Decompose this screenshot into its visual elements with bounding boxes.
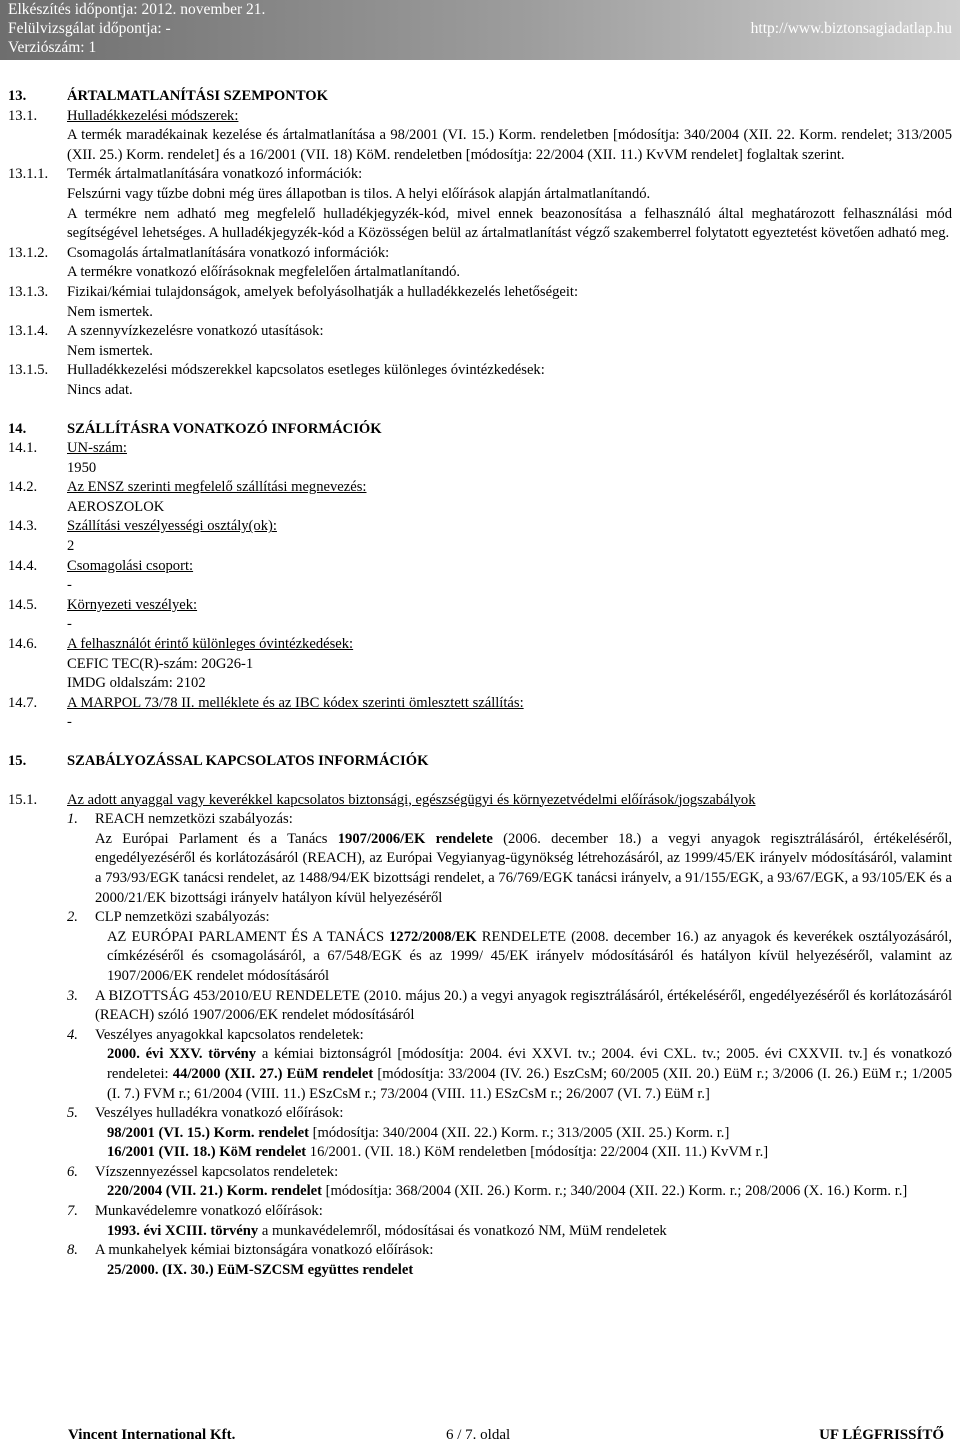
- list-item: 4. Veszélyes anyagokkal kapcsolatos rendeletek:: [67, 1026, 364, 1043]
- list-item: 1. REACH nemzetközi szabályozás:: [67, 811, 293, 828]
- product-name: UF LÉGFRISSÍTŐ: [819, 1427, 944, 1443]
- transport-item-value: 1950: [67, 459, 97, 476]
- paragraph: Az Európai Parlament és a Tanács 1907/2006/EK rendelete (2006. december 18.) a vegyi anyagok regisztrálásáról, értékeléséről, engedélyezéséről és korlátozásáról (REACH), az Európai Vegyianyag-ügynökség létrehozásáról, az 1999/45/EK irányelv módosításáról, valamint a 793/93/EGK tanácsi rendelet, az 1488/94/EK bizottsági rendelet, a 76/769/EGK tanácsi irányelv, a 91/155/EGK, a 93/67/EGK, a 93/105/EK és a 2000/21/EK bizottsági irányelv hatályon kívül helyezéséről: [95, 830, 952, 906]
- subsection-title: Termék ártalmatlanítására vonatkozó információk:: [67, 166, 363, 183]
- transport-item-title: UN-szám:: [67, 440, 127, 457]
- document-body: [8, 87, 952, 1280]
- transport-item-value: IMDG oldalszám: 2102: [67, 675, 206, 692]
- subsection-15-1: 15.1. Az adott anyaggal vagy keverékkel kapcsolatos biztonsági, egészségügyi és környezetvédelmi előírások/jogszabályok 1. REACH nemzetközi szabályozás: Az Európai Parlament és a Tanács 1907/2006/EK rendelete (2006. december 18.) a vegyi anyagok regisztrálásáról, értékeléséről, engedélyezéséről és korlátozásáról (REACH), az Európai Vegyianyag-ügynökség létrehozásáról, az 1999/45/EK irányelv módosításáról, valamint a 793/93/EGK tanácsi rendelet, az 1488/94/EK bizottsági rendelet, a 76/769/EGK tanácsi irányelv, a 91/155/EGK, a 93/67/EGK, a 93/105/EK és a 2000/21/EK bizottsági irányelv hatályon kívül helyezéséről 2. CLP nemzetközi szabályozás: AZ EURÓPAI PARLAMENT ÉS A TANÁCS 1272/2008/EK RENDELETE (2008. december 16.) az anyagok és keverékek osztályozásáról, címkézéséről és csomagolásáról, a 67/548/EGK és az 1999/ 45/EK irányelv módosításáról és hatályon kívül helyezéséről, valamint az 1907/2006/EK rendelet módosításáról 3. A BIZOTTSÁG 453/2010/EU RENDELETE (2010. május 20.) a vegyi anyagok regisztrálásáról, értékeléséről, engedélyezéséről és korlátozásáról (REACH) szóló 1907/2006/EK rendelet módosításáról 4. Veszélyes anyagokkal kapcsolatos rendeletek: 2000. évi XXV. törvény a kémiai biztonságról [módosítja: 2004. évi XXVI. tv.; 2004. évi CXL. tv.; 2005. évi CXXVII. tv.] és vonatkozó rendeletei: 44/2000 (XII. 27.) EüM rendelet [módosítja: 33/2004 (IV. 26.) EszCsM; 60/2005 (XII. 20.) EüM r.; 3/2006 (I. 26.) EüM r.; 1/2005 (I. 7.) FVM r.; 61/2004 (VIII. 11.) ESzCsM r.; 73/2004 (VIII. 11.) ESzCsM r.; 26/2007 (VI. 7.) EüM r.] 5. Veszélyes hulladékra vonatkozó előírások: 98/2001 (VI. 15.) Korm. rendelet [módosítja: 340/2004 (XII. 22.) Korm. r.; 313/2005 (XII. 25.) Korm. r.] 16/2001 (VII. 18.) KöM rendelet 16/2001. (VII. 18.) KöM rendeletben [módosítja: 22/2004 (XII. 11.) KvVM r.] 6. Vízszennyezéssel kapcsolatos rendeletek: 220/2004 (VII. 21.) Korm. rendelet [módosítja: 368/2004 (XII. 26.) Korm. r.; 340/2004 (XII. 22.) Korm. r.; 208/2006 (X. 16.) Korm. r.] 7. Munkavédelemre vonatkozó előírások: 1993. évi XCIII. törvény a munkavédelemről, módosításai és vonatkozó NM, MüM rendeletek 8. A munkahelyek kémiai biztonságára vonatkozó előírások: 25/2000. (IX. 30.) EüM-SZCSM együttes rendelet: [8, 791, 952, 1281]
- transport-item-value: -: [67, 577, 72, 594]
- paragraph: Felszúrni vagy tűzbe dobni még üres állapotban is tilos. A helyi előírások alapján ártalmatlanítandó.: [67, 185, 651, 202]
- transport-item-value: CEFIC TEC(R)-szám: 20G26-1: [67, 655, 254, 672]
- paragraph: A termék maradékainak kezelése és ártalmatlanítása a 98/2001 (VI. 15.) Korm. rendeletben [módosítja: 340/2004 (XII. 22. Korm. rendelet; 313/2005 (XII. 25.) Korm. rendelet] és a 16/2001 (VII. 18) KöM. rendeletben [módosítja: 22/2004 (XII. 11.) KvVM rendelet] foglaltak szerint.: [67, 127, 952, 163]
- paragraph: A termékre nem adható meg megfelelő hulladékjegyzék-kód, mivel ennek beazonosítása a felhasználó által meghatározott felhasználási mód segítségével lehetséges. A hulladékjegyzék-kód a Közösségen belül az ártalmatlanítást végző szakemberrel folytatott egyeztetést követően adható meg.: [67, 205, 952, 242]
- subsection-title: A szennyvízkezelésre vonatkozó utasítások:: [67, 323, 324, 340]
- document-header: [0, 0, 960, 60]
- subsection-title: Az adott anyaggal vagy keverékkel kapcsolatos biztonsági, egészségügyi és környezetvédelmi előírások/jogszabályok: [67, 791, 756, 808]
- transport-item-value: AEROSZOLOK: [67, 498, 165, 515]
- subsection-title: Fizikai/kémiai tulajdonságok, amelyek befolyásolhatják a hulladékkezelés lehetőségeit:: [67, 283, 579, 300]
- subsection-13-1: 13.1. Hulladékkezelési módszerek: A termék maradékainak kezelése és ártalmatlanítása a 98/2001 (VI. 15.) Korm. rendeletben [módosítja: 340/2004 (XII. 22. Korm. rendelet; 313/2005 (XII. 25.) Korm. rendelet] és a 16/2001 (VII. 18) KöM. rendeletben [módosítja: 22/2004 (XII. 11.) KvVM rendelet] foglaltak szerint.: [8, 107, 952, 166]
- list-item: 2. CLP nemzetközi szabályozás:: [67, 909, 270, 926]
- transport-item: 14.5. Környezeti veszélyek: -: [8, 596, 952, 635]
- paragraph: 220/2004 (VII. 21.) Korm. rendelet [módosítja: 368/2004 (XII. 26.) Korm. r.; 340/2004 (XII. 22.) Korm. r.; 208/2006 (X. 16.) Korm. r.]: [107, 1183, 908, 1200]
- transport-item-value: -: [67, 714, 72, 731]
- list-item: 3. A BIZOTTSÁG 453/2010/EU RENDELETE (2010. május 20.) a vegyi anyagok regisztrálásáról, értékeléséről, engedélyezéséről és korlátozásáról (REACH) szóló 1907/2006/EK rendelet módosításáról: [67, 987, 952, 1024]
- transport-item-title: A MARPOL 73/78 II. melléklete és az IBC kódex szerinti ömlesztett szállítás:: [67, 694, 524, 711]
- subsection-13-1-4: 13.1.4. A szennyvízkezelésre vonatkozó utasítások: Nem ismertek.: [8, 322, 952, 361]
- transport-info-list: [8, 439, 952, 733]
- version-number: Verziószám: 1: [8, 39, 97, 56]
- transport-item-title: Csomagolási csoport:: [67, 557, 194, 574]
- document-footer: [68, 1426, 944, 1446]
- company-name: Vincent International Kft.: [68, 1427, 236, 1443]
- list-item: 6. Vízszennyezéssel kapcsolatos rendeletek:: [67, 1163, 339, 1180]
- subsection-13-1-5: 13.1.5. Hulladékkezelési módszerekkel kapcsolatos esetleges különleges óvintézkedések: Nincs adat.: [8, 361, 952, 400]
- page-number: 6 / 7. oldal: [446, 1427, 511, 1443]
- subsection-title: Hulladékkezelési módszerekkel kapcsolatos esetleges különleges óvintézkedések:: [67, 362, 545, 379]
- list-item: 8. A munkahelyek kémiai biztonságára vonatkozó előírások:: [67, 1242, 434, 1259]
- transport-item: 14.1. UN-szám: 1950: [8, 439, 952, 478]
- paragraph: 1993. évi XCIII. törvény a munkavédelemről, módosításai és vonatkozó NM, MüM rendeletek: [107, 1222, 667, 1239]
- paragraph: 2000. évi XXV. törvény a kémiai biztonságról [módosítja: 2004. évi XXVI. tv.; 2004. évi CXL. tv.; 2005. évi CXXVII. tv.] és vonatkozó rendeletei: 44/2000 (XII. 27.) EüM rendelet [módosítja: 33/2004 (IV. 26.) EszCsM; 60/2005 (XII. 20.) EüM r.; 3/2006 (I. 26.) EüM r.; 1/2005 (I. 7.) FVM r.; 61/2004 (VIII. 11.) ESzCsM r.; 73/2004 (VIII. 11.) ESzCsM r.; 26/2007 (VI. 7.) EüM r.]: [107, 1046, 952, 1102]
- transport-item: 14.4. Csomagolási csoport: -: [8, 557, 952, 596]
- transport-item-title: A felhasználót érintő különleges óvintézkedések:: [67, 636, 354, 653]
- subsection-title: Hulladékkezelési módszerek:: [67, 107, 239, 124]
- section-15-heading: 15. SZABÁLYOZÁSSAL KAPCSOLATOS INFORMÁCIÓK: [8, 753, 429, 769]
- transport-item-value: 2: [67, 538, 75, 555]
- transport-item: 14.3. Szállítási veszélyességi osztály(ok): 2: [8, 517, 952, 556]
- paragraph: 98/2001 (VI. 15.) Korm. rendelet [módosítja: 340/2004 (XII. 22.) Korm. r.; 313/2005 (XII. 25.) Korm. r.]: [107, 1124, 730, 1141]
- subsection-title: Csomagolás ártalmatlanítására vonatkozó információk:: [67, 244, 390, 261]
- paragraph: Nincs adat.: [67, 381, 133, 398]
- paragraph: AZ EURÓPAI PARLAMENT ÉS A TANÁCS 1272/2008/EK RENDELETE (2008. december 16.) az anyagok és keverékek osztályozásáról, címkézéséről és csomagolásáról, a 67/548/EGK és az 1999/ 45/EK irányelv módosításáról és hatályon kívül helyezéséről, valamint az 1907/2006/EK rendelet módosításáról: [107, 928, 952, 984]
- list-item: 5. Veszélyes hulladékra vonatkozó előírások:: [67, 1105, 344, 1122]
- section-14-heading: 14. SZÁLLÍTÁSRA VONATKOZÓ INFORMÁCIÓK: [8, 420, 382, 437]
- transport-item-value: -: [67, 616, 72, 633]
- transport-item-title: Szállítási veszélyességi osztály(ok):: [67, 518, 277, 535]
- transport-item-title: Környezeti veszélyek:: [67, 596, 198, 613]
- list-item: 7. Munkavédelemre vonatkozó előírások:: [67, 1203, 323, 1220]
- paragraph: 16/2001 (VII. 18.) KöM rendelet 16/2001. (VII. 18.) KöM rendeletben [módosítja: 22/2004 (XII. 11.) KvVM r.]: [107, 1144, 769, 1161]
- transport-item: 14.2. Az ENSZ szerinti megfelelő szállítási megnevezés: AEROSZOLOK: [8, 478, 952, 517]
- paragraph: Nem ismertek.: [67, 303, 153, 320]
- website-link[interactable]: http://www.biztonsagiadatlap.hu: [750, 20, 952, 37]
- section-13-heading: 13. ÁRTALMATLANÍTÁSI SZEMPONTOK: [8, 88, 328, 104]
- paragraph: A termékre vonatkozó előírásoknak megfelelően ártalmatlanítandó.: [67, 264, 461, 281]
- paragraph: Nem ismertek.: [67, 342, 153, 359]
- transport-item-title: Az ENSZ szerinti megfelelő szállítási megnevezés:: [67, 479, 367, 496]
- paragraph: 25/2000. (IX. 30.) EüM-SZCSM együttes rendelet: [107, 1261, 414, 1278]
- transport-item: 14.7. A MARPOL 73/78 II. melléklete és az IBC kódex szerinti ömlesztett szállítás: -: [8, 694, 952, 733]
- created-date: Elkészítés időpontja: 2012. november 21.: [8, 1, 266, 18]
- transport-item: 14.6. A felhasználót érintő különleges óvintézkedések: CEFIC TEC(R)-szám: 20G26-1 IMDG oldalszám: 2102: [8, 635, 952, 694]
- revision-date: Felülvizsgálat időpontja: -: [8, 20, 171, 37]
- subsection-13-1-1: 13.1.1. Termék ártalmatlanítására vonatkozó információk: Felszúrni vagy tűzbe dobni még üres állapotban is tilos. A helyi előírások alapján ártalmatlanítandó. A termékre nem adható meg megfelelő hulladékjegyzék-kód, mivel ennek beazonosítása a felhasználó által meghatározott felhasználási mód segítségével lehetséges. A hulladékjegyzék-kód a Közösségen belül az ártalmatlanítást végző szakemberrel folytatott egyeztetést követően adható meg.: [8, 165, 952, 243]
- subsection-13-1-3: 13.1.3. Fizikai/kémiai tulajdonságok, amelyek befolyásolhatják a hulladékkezelés lehetőségeit: Nem ismertek.: [8, 283, 952, 322]
- subsection-13-1-2: 13.1.2. Csomagolás ártalmatlanítására vonatkozó információk: A termékre vonatkozó előírásoknak megfelelően ártalmatlanítandó.: [8, 244, 952, 283]
